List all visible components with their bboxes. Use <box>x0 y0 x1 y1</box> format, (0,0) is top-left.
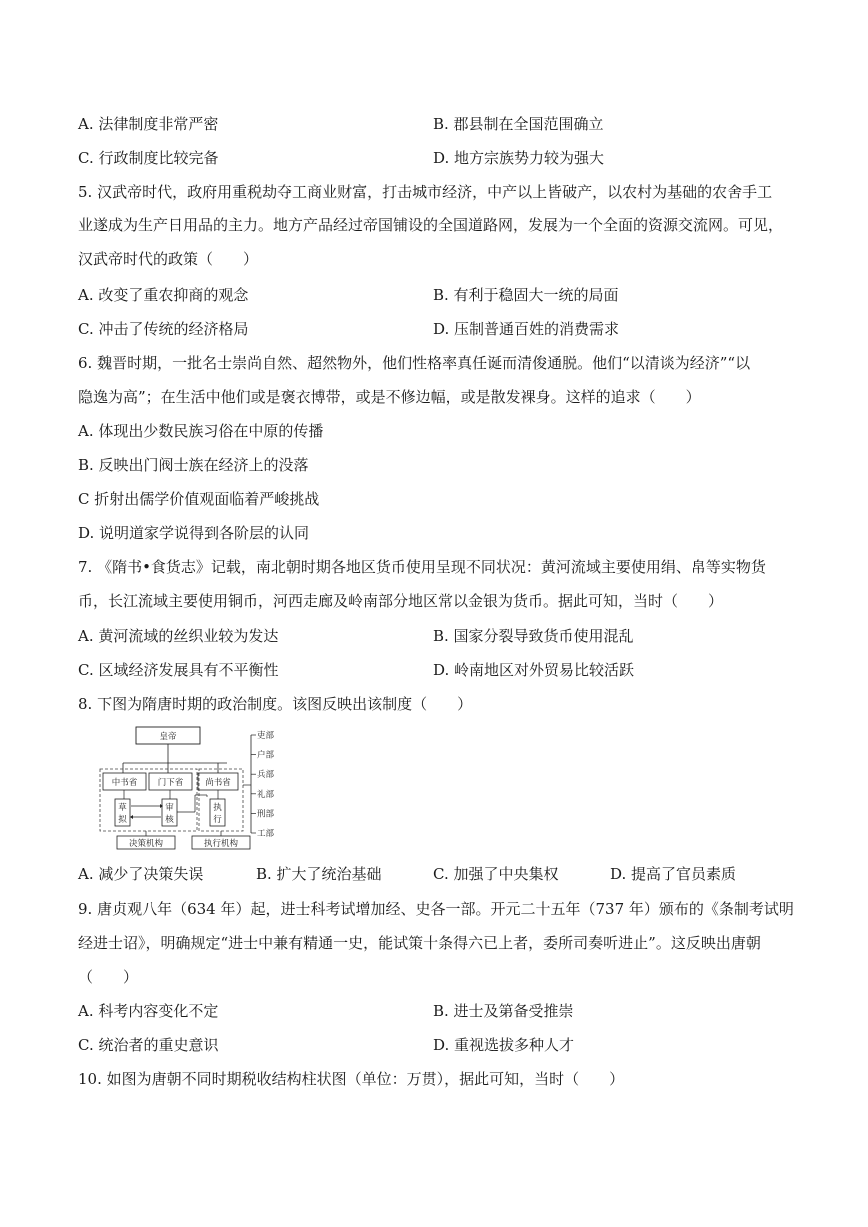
q9-stem-line-2: 经进士诏》，明确规定“进士中兼有精通一史，能试策十条得六已上者，委所司奏听进止”。这反映出唐朝 <box>78 934 761 952</box>
q7-option-a[interactable]: A. 黄河流域的丝织业较为发达 <box>78 627 279 645</box>
q7-option-c[interactable]: C. 区域经济发展具有不平衡性 <box>78 661 279 679</box>
emperor-label: 皇帝 <box>159 732 177 742</box>
q4-options-row-1 <box>78 113 798 134</box>
q4-options-row-2 <box>78 147 798 168</box>
q6-stem-line-2: 隐逸为高”；在生活中他们或是褒衣博带，或是不修边幅，或是散发裸身。这样的追求（ ） <box>78 388 701 406</box>
q8-option-b[interactable]: B. 扩大了统治基础 <box>256 865 382 883</box>
decision-label: 决策机构 <box>128 839 164 849</box>
q5-options-row-2 <box>78 318 798 339</box>
q4-option-a[interactable]: A. 法律制度非常严密 <box>78 115 219 133</box>
q7-options-row-1 <box>78 625 798 646</box>
ministry-war: 兵部 <box>257 770 275 781</box>
draft-char-2: 拟 <box>118 815 127 825</box>
q7-options-row-2 <box>78 659 798 680</box>
ministry-rites: 礼部 <box>257 789 275 800</box>
q5-stem-line-2: 业遂成为生产日用品的主力。地方产品经过帝国铺设的全国道路网，发展为一个全面的资源交流网。可见， <box>78 216 784 234</box>
q5-option-b[interactable]: B. 有利于稳固大一统的局面 <box>433 286 619 304</box>
q8-option-c[interactable]: C. 加强了中央集权 <box>433 865 559 883</box>
q9-option-d[interactable]: D. 重视选拔多种人才 <box>433 1036 575 1054</box>
q9-option-c[interactable]: C. 统治者的重史意识 <box>78 1036 219 1054</box>
q8-option-a[interactable]: A. 减少了决策失误 <box>78 865 204 883</box>
review-char-1: 审 <box>165 803 174 813</box>
q5-stem-line-3: 汉武帝时代的政策（ ） <box>78 250 259 268</box>
q5-options-row-1 <box>78 284 798 305</box>
q9-options-row-2 <box>78 1034 798 1055</box>
q5-option-c[interactable]: C. 冲击了传统的经济格局 <box>78 320 249 338</box>
menxia-label: 门下省 <box>157 778 184 788</box>
execution-label: 执行机构 <box>203 839 239 849</box>
q8-option-d[interactable]: D. 提高了官员素质 <box>610 865 737 883</box>
q4-option-d[interactable]: D. 地方宗族势力较为强大 <box>433 149 605 167</box>
q5-stem-line-1: 5. 汉武帝时代，政府用重税劫夺工商业财富，打击城市经济，中产以上皆破产，以农村为基础的农舍手工 <box>78 183 773 201</box>
ministries-list <box>251 730 275 839</box>
q7-stem-line-1: 7. 《隋书•食货志》记载，南北朝时期各地区货币使用呈现不同状况：黄河流域主要使用绢、帛等实物货 <box>78 558 766 576</box>
q7-stem-line-2: 币，长江流域主要使用铜币，河西走廊及岭南部分地区常以金银为货币。据此可知，当时（ ） <box>78 592 724 610</box>
execute-char-1: 执 <box>213 803 222 813</box>
ministry-works: 工部 <box>257 829 275 839</box>
q6-option-a[interactable]: A. 体现出少数民族习俗在中原的传播 <box>78 422 324 440</box>
q4-option-c[interactable]: C. 行政制度比较完备 <box>78 149 219 167</box>
draft-char-1: 草 <box>118 803 127 813</box>
zhongshu-label: 中书省 <box>111 778 138 788</box>
ministry-personnel: 吏部 <box>257 731 275 741</box>
q6-option-d[interactable]: D. 说明道家学说得到各阶层的认同 <box>78 524 310 542</box>
execute-char-2: 行 <box>213 815 222 825</box>
ministry-justice: 刑部 <box>257 809 275 820</box>
q5-option-d[interactable]: D. 压制普通百姓的消费需求 <box>433 320 620 338</box>
q9-option-a[interactable]: A. 科考内容变化不定 <box>78 1002 219 1020</box>
q6-option-c[interactable]: C 折射出儒学价值观面临着严峻挑战 <box>78 490 320 508</box>
ministry-revenue: 户部 <box>257 750 275 761</box>
q7-option-b[interactable]: B. 国家分裂导致货币使用混乱 <box>433 627 634 645</box>
shangshu-label: 尚书省 <box>205 778 231 788</box>
q9-stem-line-3: （ ） <box>78 968 139 986</box>
q10-stem-line-1: 10. 如图为唐朝不同时期税收结构柱状图（单位：万贯），据此可知，当时（ ） <box>78 1070 625 1088</box>
q9-stem-line-1: 9. 唐贞观八年（634 年）起，进士科考试增加经、史各一部。开元二十五年（737 年）颁布的《条制考试明 <box>78 900 794 918</box>
review-char-2: 核 <box>165 815 174 825</box>
q6-stem-line-1: 6. 魏晋时期，一批名士崇尚自然、超然物外，他们性格率真任诞而清俊通脱。他们“以清谈为经济”“以 <box>78 354 751 372</box>
q9-option-b[interactable]: B. 进士及第备受推崇 <box>433 1002 574 1020</box>
q4-option-b[interactable]: B. 郡县制在全国范围确立 <box>433 115 604 133</box>
q5-option-a[interactable]: A. 改变了重农抑商的观念 <box>78 286 249 304</box>
q6-option-b[interactable]: B. 反映出门阀士族在经济上的没落 <box>78 456 309 474</box>
q9-options-row-1 <box>78 1000 798 1021</box>
q8-stem-line-1: 8. 下图为隋唐时期的政治制度。该图反映出该制度（ ） <box>78 695 473 713</box>
sui-tang-system-diagram <box>95 725 285 851</box>
q7-option-d[interactable]: D. 岭南地区对外贸易比较活跃 <box>433 661 635 679</box>
